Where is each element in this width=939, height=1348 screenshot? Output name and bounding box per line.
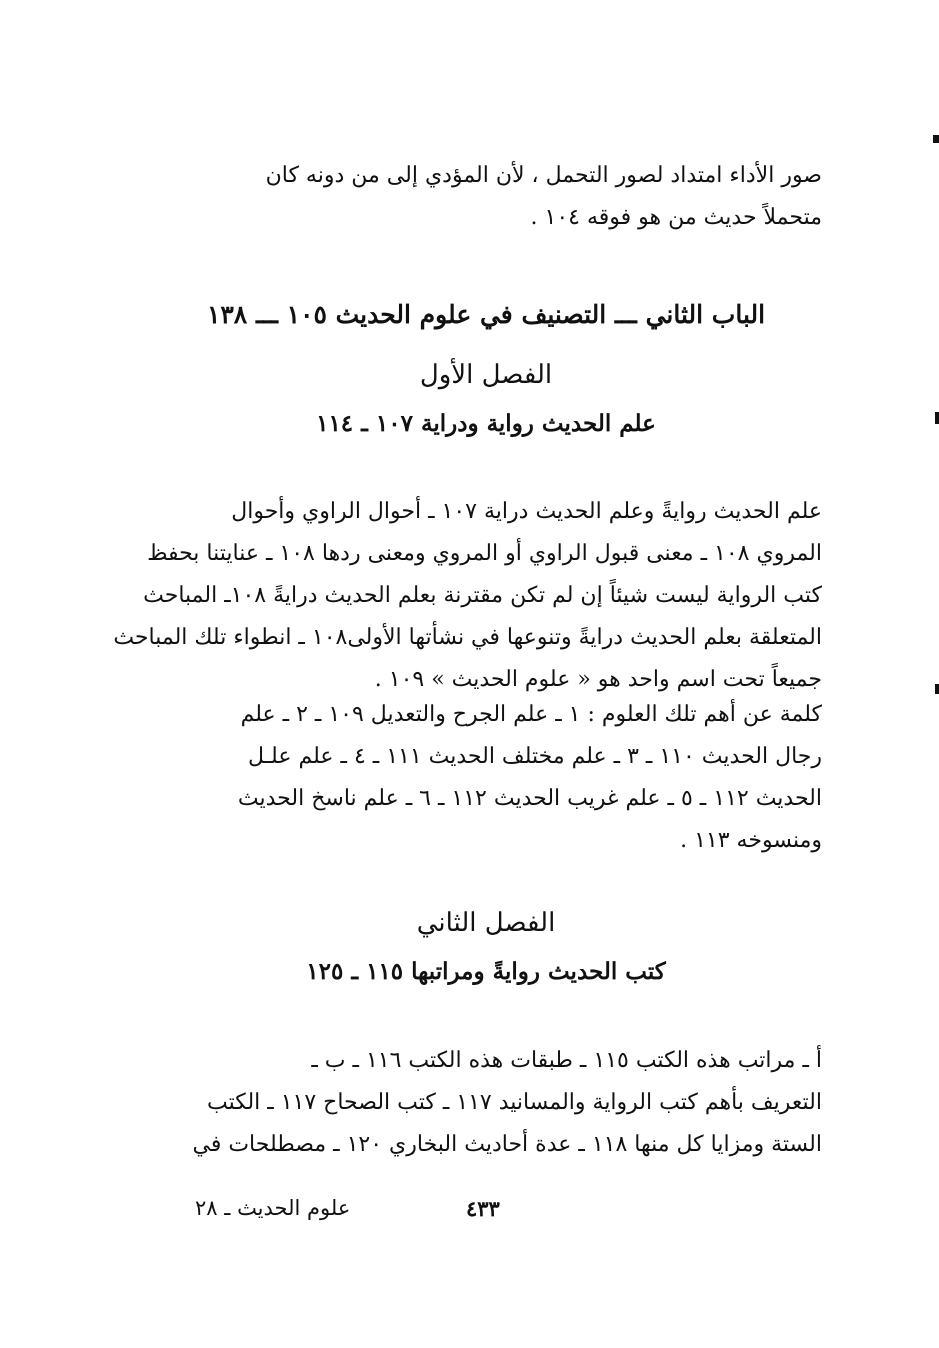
text-line: كلمة عن أهم تلك العلوم : ١ ـ علم الجرح والتعديل ١٠٩ ـ ٢ ـ علم	[240, 702, 822, 727]
section2-paragraph	[150, 1040, 822, 1166]
text-line: كتب الرواية ليست شيئاً إن لم تكن مقترنة بعلم الحديث درايةً ١٠٨ـ المباحث	[143, 583, 822, 608]
scan-edge-mark	[933, 135, 939, 143]
section-subheading: كتب الحديث روايةً ومراتبها ١١٥ ـ ١٢٥	[306, 958, 666, 985]
section1-paragraph	[113, 491, 822, 701]
text-line: صور الأداء امتداد لصور التحمل ، لأن المؤدي إلى من دونه كان	[265, 163, 822, 188]
intro-paragraph	[150, 155, 822, 239]
text-line: المروي ١٠٨ ـ معنى قبول الراوي أو المروي ومعنى ردها ١٠٨ ـ عنايتنا بحفظ	[147, 541, 822, 566]
text-line: التعريف بأهم كتب الرواية والمسانيد ١١٧ ـ كتب الصحاح ١١٧ ـ الكتب	[207, 1090, 822, 1115]
text-line: متحملاً حديث من هو فوقه ١٠٤ .	[530, 205, 822, 230]
text-line: المتعلقة بعلم الحديث درايةً وتنوعها في نشأتها الأولى١٠٨ ـ انطواء تلك المباحث	[113, 625, 822, 650]
section-subheading: علم الحديث رواية ودراية ١٠٧ ـ ١١٤	[316, 410, 656, 437]
text-line: ومنسوخه ١١٣ .	[680, 828, 822, 853]
text-line: الستة ومزايا كل منها ١١٨ ـ عدة أحاديث البخاري ١٢٠ ـ مصطلحات في	[192, 1132, 822, 1157]
footer-book-signature: علوم الحديث ـ ٢٨	[195, 1196, 351, 1220]
scan-edge-mark	[935, 412, 939, 424]
text-line: أ ـ مراتب هذه الكتب ١١٥ ـ طبقات هذه الكتب ١١٦ ـ ب ـ	[311, 1048, 822, 1073]
scan-edge-mark	[935, 684, 939, 694]
text-line: جميعاً تحت اسم واحد هو « علوم الحديث » ١٠٩ .	[374, 667, 822, 692]
text-line: الحديث ١١٢ ـ ٥ ـ علم غريب الحديث ١١٢ ـ ٦ ـ علم ناسخ الحديث	[237, 786, 822, 811]
page-number: ٤٣٣	[466, 1196, 500, 1221]
chapter-heading: الباب الثاني ـــ التصنيف في علوم الحديث ١٠٥ ـــ ١٣٨	[206, 300, 766, 329]
text-line: علم الحديث روايةً وعلم الحديث دراية ١٠٧ ـ أحوال الراوي وأحوال	[231, 499, 822, 524]
section-heading: الفصل الأول	[419, 360, 553, 390]
section-heading: الفصل الثاني	[416, 908, 556, 938]
section1-paragraph-2	[150, 694, 822, 862]
text-line: رجال الحديث ١١٠ ـ ٣ ـ علم مختلف الحديث ١١١ ـ ٤ ـ علم علـل	[247, 744, 822, 769]
